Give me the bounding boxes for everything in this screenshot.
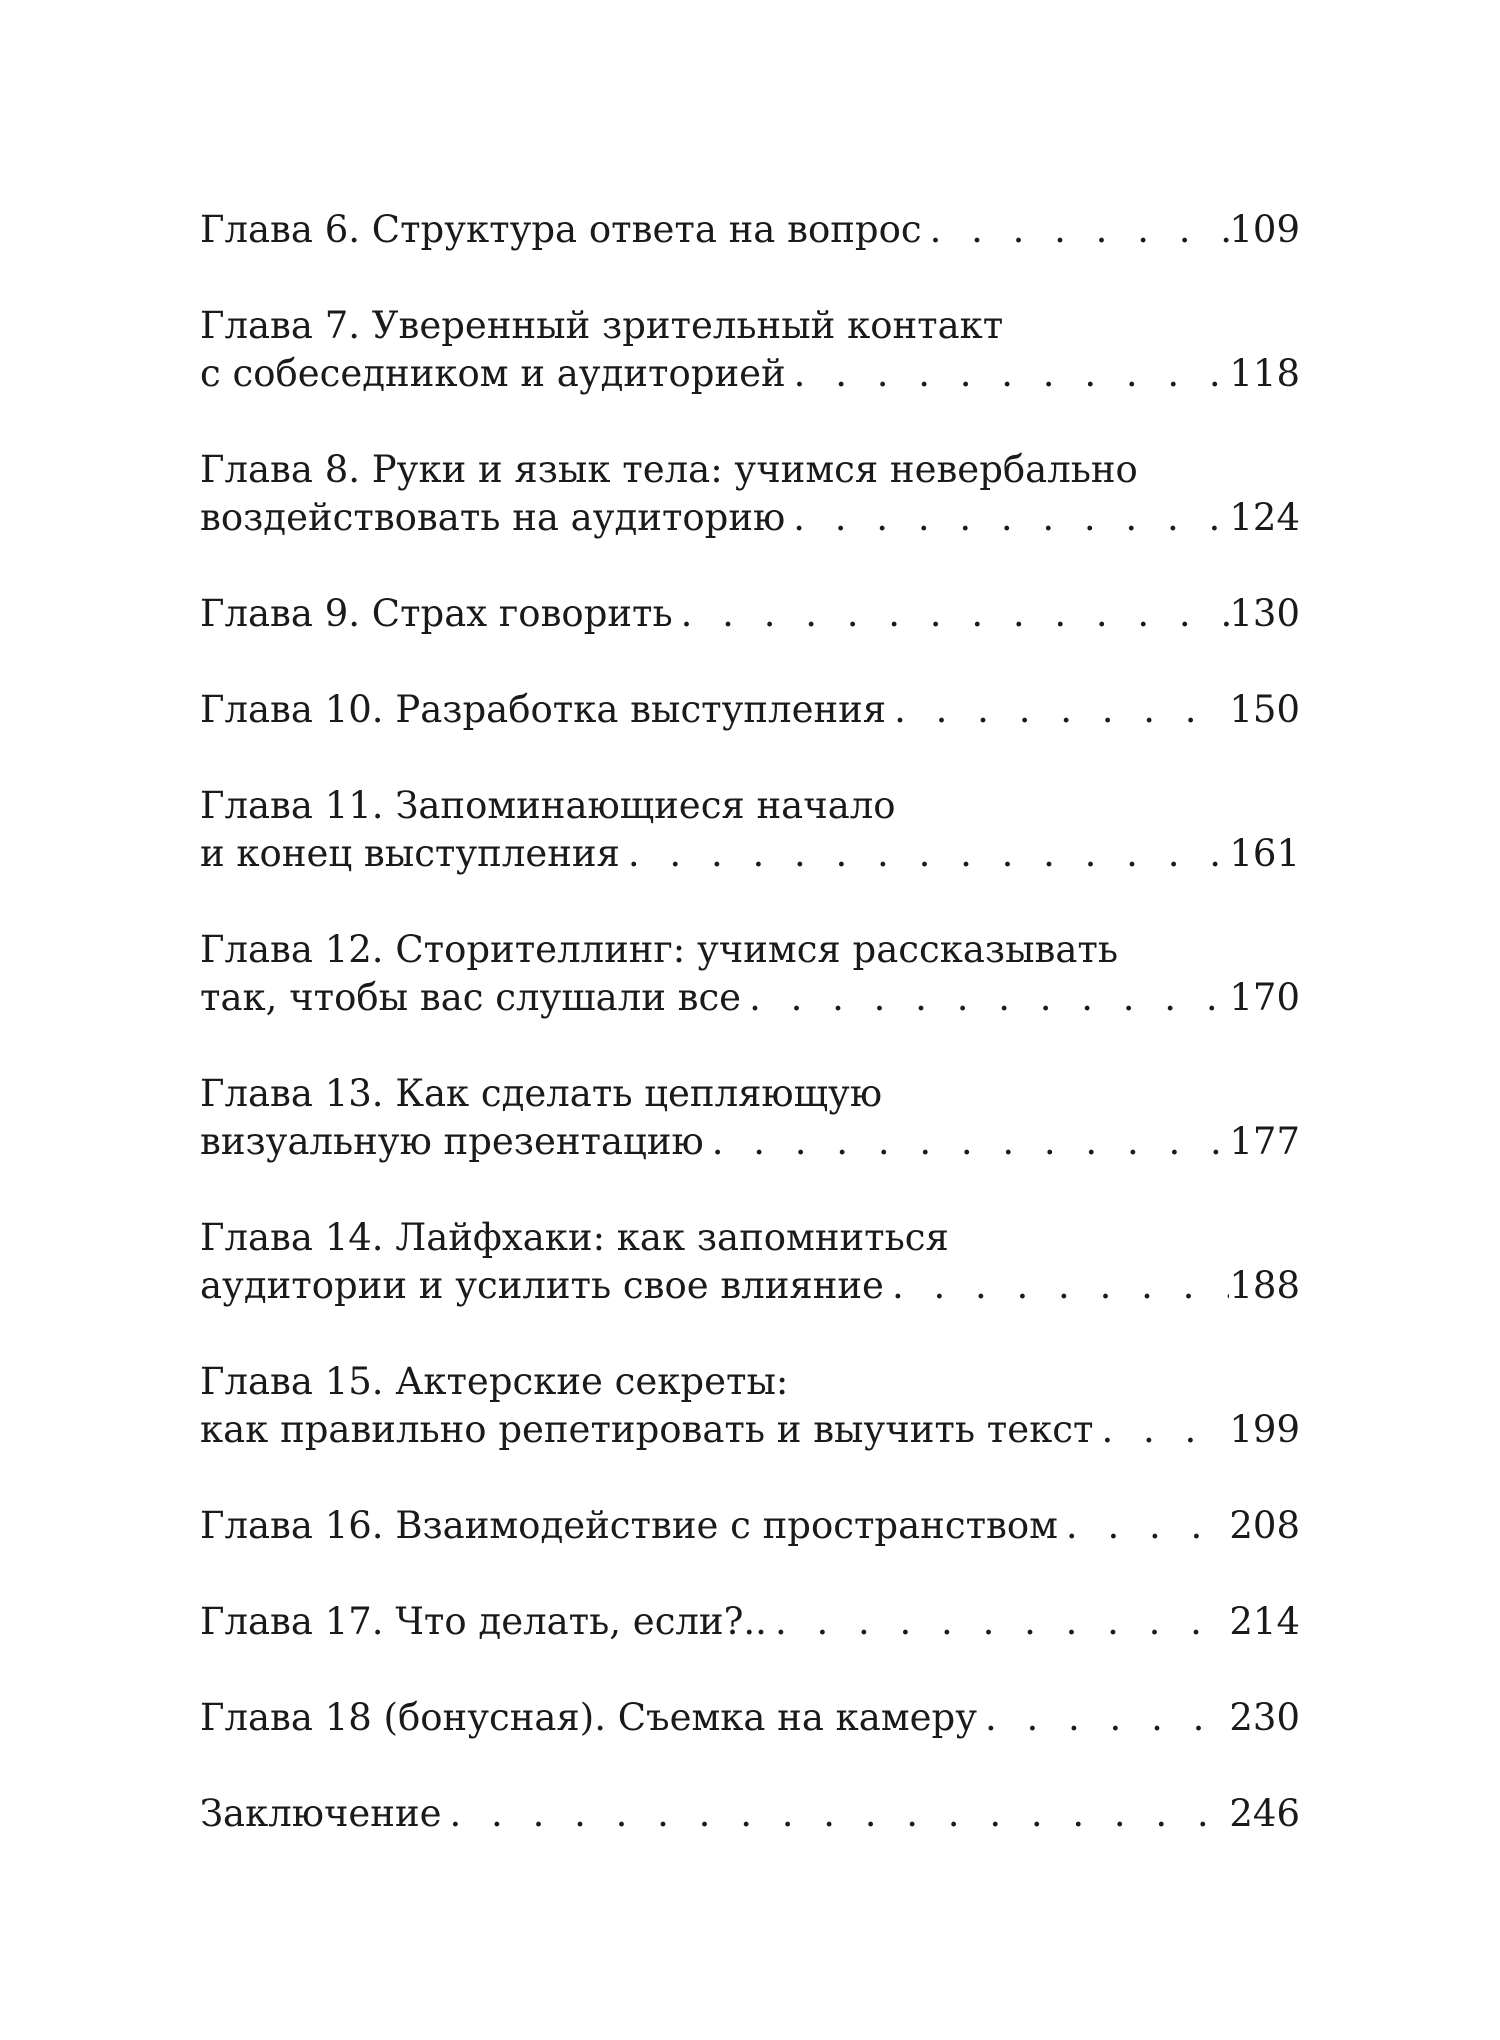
toc-entry-title: Глава 11. Запоминающиеся начало [200, 784, 896, 827]
toc-line [200, 830, 1300, 878]
toc-entry-title: Глава 15. Актерские секреты: [200, 1360, 789, 1403]
toc-entry-title-continued: с собеседником и аудиторией [200, 352, 786, 395]
toc-line [200, 1694, 1300, 1742]
toc-page-number: 199 [1229, 1408, 1300, 1451]
dot-leader [886, 686, 1229, 734]
toc-line [200, 1118, 1300, 1166]
toc-entry[interactable] [200, 1598, 1300, 1646]
toc-line [200, 1358, 1300, 1406]
toc-entry-title-continued: так, чтобы вас слушали все [200, 976, 742, 1019]
toc-entry[interactable] [200, 782, 1300, 878]
toc-line [200, 350, 1300, 398]
dot-leader [922, 206, 1230, 254]
toc-entry-title: Глава 16. Взаимодействие с пространством [200, 1504, 1058, 1547]
toc-entry[interactable] [200, 446, 1300, 542]
dot-leader [977, 1694, 1229, 1742]
toc-line [200, 1406, 1300, 1454]
toc-page-number: 246 [1229, 1792, 1300, 1835]
toc-entry-title-continued: и конец выступления [200, 832, 620, 875]
toc-page-number: 150 [1229, 688, 1300, 731]
toc-entry-title: Глава 14. Лайфхаки: как запомниться [200, 1216, 949, 1259]
toc-entry-title: Глава 10. Разработка выступления [200, 688, 887, 731]
toc-page-number: 214 [1229, 1600, 1300, 1643]
dot-leader [785, 494, 1229, 542]
toc-entry[interactable] [200, 926, 1300, 1022]
toc-entry[interactable] [200, 1694, 1300, 1742]
dot-leader [1058, 1502, 1229, 1550]
toc-entry-title-continued: аудитории и усилить свое влияние [200, 1264, 884, 1307]
toc-line [200, 974, 1300, 1022]
toc-page-number: 170 [1229, 976, 1300, 1019]
toc-page-number: 124 [1229, 496, 1300, 539]
toc-line [200, 1502, 1300, 1550]
toc-page-number: 177 [1229, 1120, 1300, 1163]
toc-entry[interactable] [200, 1358, 1300, 1454]
dot-leader [442, 1790, 1230, 1838]
toc-line [200, 686, 1300, 734]
toc-entry-title: Глава 7. Уверенный зрительный контакт [200, 304, 1004, 347]
toc-page-number: 118 [1229, 352, 1300, 395]
toc-line [200, 1598, 1300, 1646]
toc-entry-title: Заключение [200, 1792, 442, 1835]
toc-page-number: 130 [1229, 592, 1300, 635]
toc-entry-title-continued: визуальную презентацию [200, 1120, 704, 1163]
dot-leader [673, 590, 1230, 638]
toc-line [200, 1070, 1300, 1118]
toc-line [200, 590, 1300, 638]
toc-line [200, 206, 1300, 254]
toc-entry-title: Глава 17. Что делать, если?.. [200, 1600, 767, 1643]
toc-entry[interactable] [200, 1790, 1300, 1838]
toc-entry[interactable] [200, 302, 1300, 398]
dot-leader [741, 974, 1229, 1022]
toc-entry[interactable] [200, 686, 1300, 734]
toc-entry[interactable] [200, 1502, 1300, 1550]
toc-page-number: 109 [1229, 208, 1300, 251]
toc-entry-title: Глава 6. Структура ответа на вопрос [200, 208, 922, 251]
toc-entry-title: Глава 9. Страх говорить [200, 592, 673, 635]
toc-line [200, 1214, 1300, 1262]
table-of-contents [200, 206, 1300, 1886]
toc-page-number: 161 [1229, 832, 1300, 875]
toc-entry[interactable] [200, 590, 1300, 638]
toc-entry[interactable] [200, 1070, 1300, 1166]
toc-line [200, 1262, 1300, 1310]
toc-line [200, 782, 1300, 830]
toc-line [200, 302, 1300, 350]
toc-line [200, 494, 1300, 542]
toc-line [200, 446, 1300, 494]
toc-page-number: 208 [1229, 1504, 1300, 1547]
dot-leader [884, 1262, 1229, 1310]
toc-entry-title: Глава 18 (бонусная). Съемка на камеру [200, 1696, 977, 1739]
dot-leader [620, 830, 1229, 878]
dot-leader [1093, 1406, 1229, 1454]
dot-leader [767, 1598, 1229, 1646]
toc-entry-title: Глава 12. Сторителлинг: учимся рассказывать [200, 928, 1119, 971]
toc-line [200, 1790, 1300, 1838]
toc-entry[interactable] [200, 1214, 1300, 1310]
toc-entry-title-continued: как правильно репетировать и выучить текст [200, 1408, 1094, 1451]
dot-leader [786, 350, 1230, 398]
dot-leader [704, 1118, 1230, 1166]
toc-page-number: 230 [1229, 1696, 1300, 1739]
toc-page-number: 188 [1229, 1264, 1300, 1307]
toc-entry-title: Глава 13. Как сделать цепляющую [200, 1072, 883, 1115]
toc-entry-title-continued: воздействовать на аудиторию [200, 496, 786, 539]
toc-entry[interactable] [200, 206, 1300, 254]
toc-entry-title: Глава 8. Руки и язык тела: учимся невербально [200, 448, 1138, 491]
toc-line [200, 926, 1300, 974]
